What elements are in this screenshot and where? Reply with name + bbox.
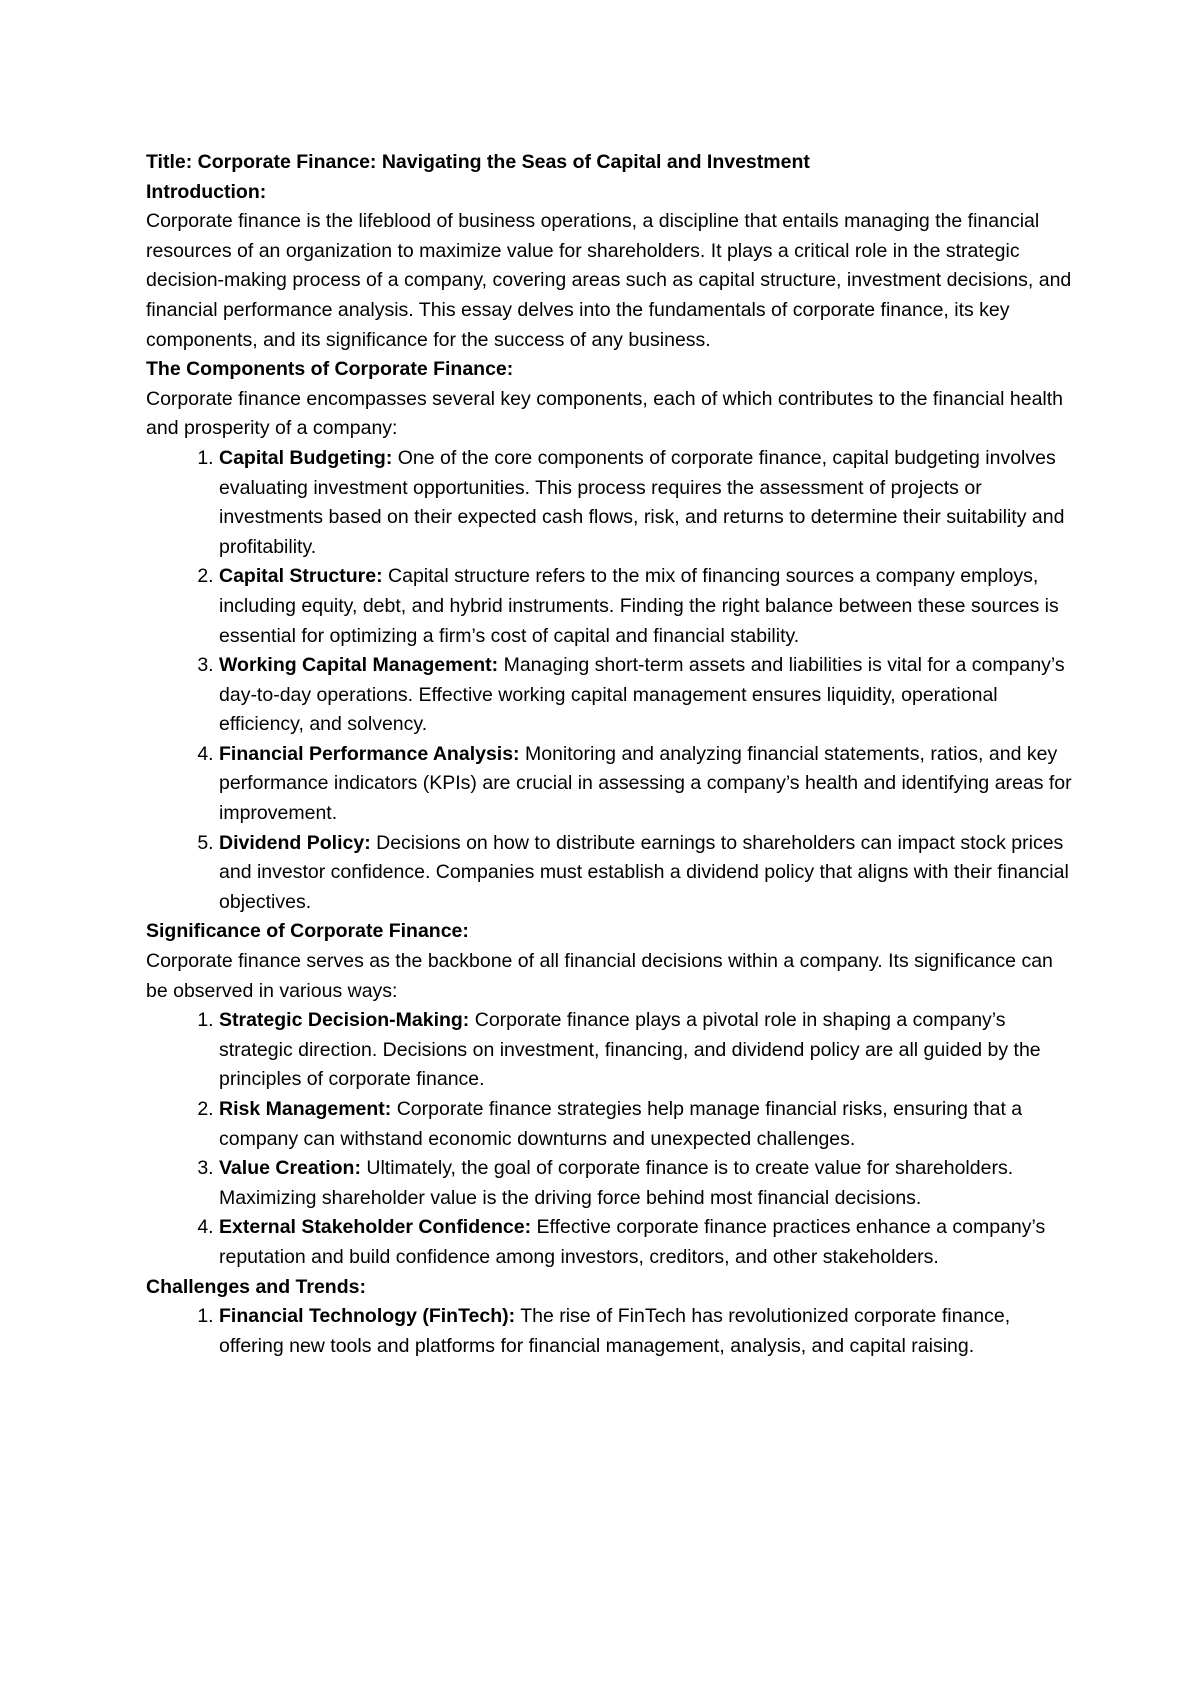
significance-list: [146, 1006, 1076, 1272]
list-item-text: The rise of FinTech has revolutionized corporate finance, offering new tools and platforms for financial management, analysis, and capital raising.: [219, 1305, 1011, 1357]
list-item-term: Risk Management:: [219, 1098, 392, 1120]
significance-heading: Significance of Corporate Finance:: [146, 920, 469, 943]
challenges-list: [146, 1302, 1076, 1361]
introduction-paragraph: Corporate finance is the lifeblood of business operations, a discipline that entails managing the financial resources of an organization to maximize value for shareholders. It plays a critical role in the strategic decision-making process of a company, covering areas such as capital structure, investment decisions, and financial performance analysis. This essay delves into the fundamentals of corporate finance, its key components, and its significance for the success of any business.: [146, 210, 1072, 351]
components-list: [146, 444, 1076, 918]
list-item-term: Financial Technology (FinTech):: [219, 1305, 516, 1328]
components-heading: The Components of Corporate Finance:: [146, 358, 514, 381]
list-item: [219, 1302, 1076, 1361]
list-item-term: Strategic Decision-Making:: [219, 1009, 470, 1032]
list-item: [219, 1095, 1076, 1154]
document-body: [146, 148, 1076, 1361]
challenges-heading: Challenges and Trends:: [146, 1275, 366, 1298]
list-item-text: One of the core components of corporate finance, capital budgeting involves evaluating investment opportunities. This process requires the assessment of projects or investments based on their expected cash flows, risk, and returns to determine their suitability and profitability.: [219, 446, 1065, 558]
list-item: [219, 829, 1076, 918]
list-item: [219, 651, 1076, 740]
list-item: [219, 1154, 1076, 1213]
list-item: [219, 740, 1076, 829]
significance-intro-paragraph: Corporate finance serves as the backbone of all financial decisions within a company. Its significance can be observed in various ways:: [146, 950, 1053, 1002]
list-item-term: Value Creation:: [219, 1157, 361, 1180]
list-item-term: Capital Budgeting:: [219, 446, 393, 469]
list-item-text: Effective corporate finance practices enhance a company’s reputation and build confidence among investors, creditors, and other stakeholders.: [219, 1216, 1046, 1268]
list-item-text: Corporate finance plays a pivotal role in shaping a company’s strategic direction. Decisions on investment, financing, and dividend policy are all guided by the principles of corporate finance.: [219, 1009, 1041, 1091]
list-item: [219, 1006, 1076, 1095]
list-item-term: Financial Performance Analysis:: [219, 742, 520, 765]
list-item-text: Ultimately, the goal of corporate finance is to create value for shareholders. Maximizing shareholder value is the driving force behind most financial decisions.: [219, 1157, 1014, 1209]
list-item: [219, 562, 1076, 651]
list-item-text: Monitoring and analyzing financial statements, ratios, and key performance indicators (KPIs) are crucial in assessing a company’s health and identifying areas for improvement.: [219, 742, 1072, 825]
list-item-term: Working Capital Management:: [219, 654, 499, 677]
introduction-heading: Introduction:: [146, 180, 267, 203]
list-item-term: Dividend Policy:: [219, 831, 371, 854]
list-item-text: Capital structure refers to the mix of financing sources a company employs, including equity, debt, and hybrid instruments. Finding the right balance between these sources is essential for optimizing a firm’s cost of capital and financial stability.: [219, 565, 1059, 647]
list-item-text: Corporate finance strategies help manage financial risks, ensuring that a company can withstand economic downturns and unexpected challenges.: [219, 1098, 1023, 1150]
list-item: [219, 1213, 1076, 1272]
list-item: [219, 444, 1076, 562]
document-title: Title: Corporate Finance: Navigating the Seas of Capital and Investment: [146, 151, 810, 173]
list-item-term: External Stakeholder Confidence:: [219, 1216, 532, 1239]
components-intro-paragraph: Corporate finance encompasses several key components, each of which contributes to the financial health and prosperity of a company:: [146, 387, 1064, 440]
list-item-text: Decisions on how to distribute earnings to shareholders can impact stock prices and investor confidence. Companies must establish a dividend policy that aligns with their financial objectives.: [219, 831, 1069, 913]
list-item-term: Capital Structure:: [219, 565, 383, 588]
list-item-text: Managing short-term assets and liabilities is vital for a company’s day-to-day operations. Effective working capital management ensures liquidity, operational efficiency, and solvency.: [219, 654, 1065, 736]
